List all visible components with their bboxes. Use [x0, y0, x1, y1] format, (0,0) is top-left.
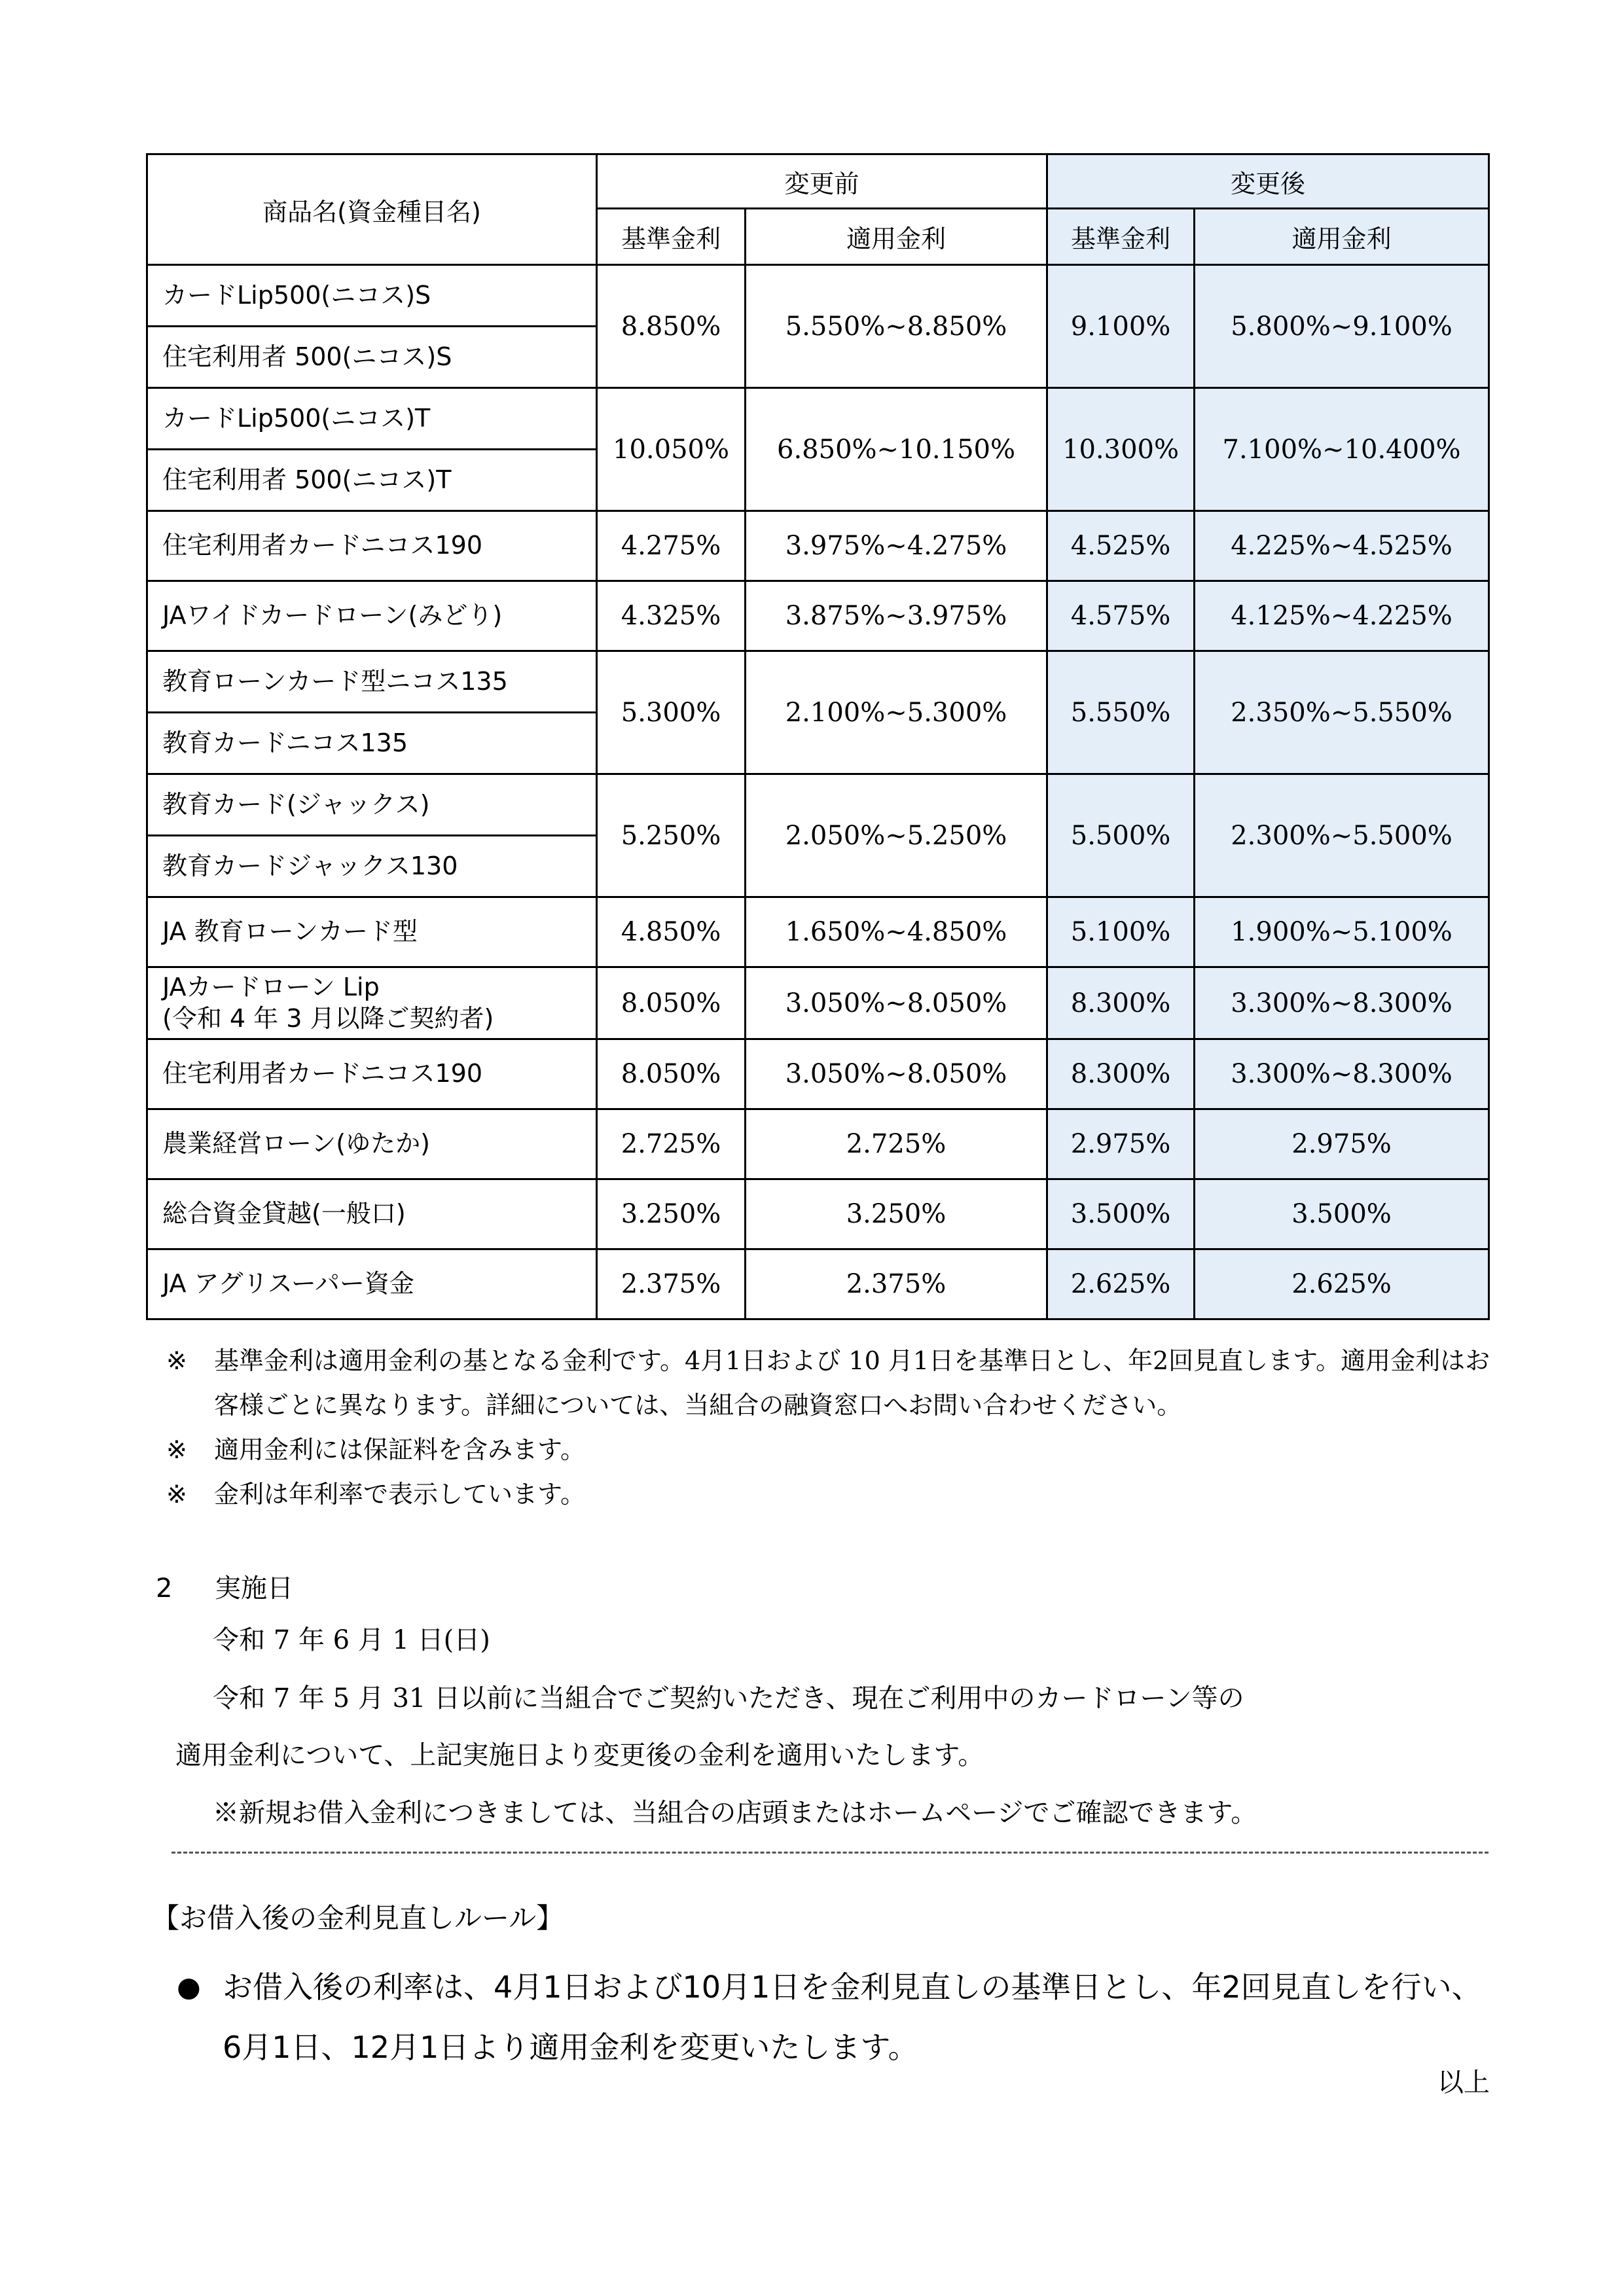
table-row	[147, 1109, 1489, 1179]
header-product: 商品名(資金種目名)	[147, 154, 597, 265]
note-mark: ※	[166, 1435, 187, 1464]
note-mark: ※	[166, 1346, 187, 1375]
before-applied-rate: 3.875%~3.975%	[746, 581, 1047, 651]
product-name: 教育ローンカード型ニコス135	[147, 651, 597, 713]
dashed-divider	[171, 1852, 1489, 1854]
before-base-rate: 5.250%	[597, 774, 746, 897]
section-2-para2: ※新規お借入金利につきましては、当組合の店頭またはホームページでご確認できます。	[213, 1798, 1257, 1828]
after-applied-rate: 5.800%~9.100%	[1195, 265, 1489, 388]
section-2-para1-line1: 令和 7 年 5 月 31 日以前に当組合でご契約いただき、現在ご利用中のカードローン等の	[213, 1683, 1244, 1713]
rate-table	[146, 153, 1490, 1320]
note-item	[166, 1427, 1494, 1472]
after-base-rate: 2.625%	[1047, 1249, 1195, 1319]
section-2-heading	[156, 1568, 293, 1605]
before-applied-rate: 3.050%~8.050%	[746, 967, 1047, 1039]
table-row	[147, 1249, 1489, 1319]
before-applied-rate: 2.725%	[746, 1109, 1047, 1179]
section-2-para1-line2: 適用金利について、上記実施日より変更後の金利を適用いたします。	[175, 1740, 984, 1770]
after-base-rate: 5.550%	[1047, 651, 1195, 774]
after-applied-rate: 2.350%~5.550%	[1195, 651, 1489, 774]
closing: 以上	[1437, 2068, 1490, 2098]
product-name: 住宅利用者 500(ニコス)S	[147, 327, 597, 388]
after-base-rate: 9.100%	[1047, 265, 1195, 388]
note-item	[166, 1338, 1494, 1427]
bullet-icon: ●	[177, 1971, 201, 2003]
product-name: JAワイドカードローン(みどり)	[147, 581, 597, 651]
after-base-rate: 8.300%	[1047, 1039, 1195, 1109]
product-name: 住宅利用者カードニコス190	[147, 1039, 597, 1109]
table-row	[147, 581, 1489, 651]
product-name: カードLip500(ニコス)S	[147, 265, 597, 327]
after-applied-rate: 2.300%~5.500%	[1195, 774, 1489, 897]
table-row	[147, 388, 1489, 450]
before-base-rate: 4.275%	[597, 511, 746, 581]
product-name: 教育カードニコス135	[147, 713, 597, 774]
before-base-rate: 10.050%	[597, 388, 746, 511]
product-name: 住宅利用者 500(ニコス)T	[147, 450, 597, 511]
after-base-rate: 3.500%	[1047, 1179, 1195, 1249]
header-after: 変更後	[1047, 154, 1489, 209]
after-base-rate: 5.500%	[1047, 774, 1195, 897]
before-base-rate: 2.725%	[597, 1109, 746, 1179]
product-name: JAカードローン Lip (令和 4 年 3 月以降ご契約者)	[147, 967, 597, 1039]
section-2-number: 2	[156, 1573, 173, 1604]
header-after-applied: 適用金利	[1195, 209, 1489, 265]
product-name: 住宅利用者カードニコス190	[147, 511, 597, 581]
before-applied-rate: 5.550%~8.850%	[746, 265, 1047, 388]
before-applied-rate: 6.850%~10.150%	[746, 388, 1047, 511]
product-name: 教育カードジャックス130	[147, 836, 597, 897]
after-base-rate: 4.525%	[1047, 511, 1195, 581]
before-applied-rate: 2.050%~5.250%	[746, 774, 1047, 897]
after-applied-rate: 2.625%	[1195, 1249, 1489, 1319]
before-base-rate: 4.850%	[597, 897, 746, 967]
table-row	[147, 774, 1489, 836]
effective-date: 令和 7 年 6 月 1 日(日)	[213, 1625, 490, 1655]
before-base-rate: 8.850%	[597, 265, 746, 388]
product-name: 教育カード(ジャックス)	[147, 774, 597, 836]
before-base-rate: 8.050%	[597, 1039, 746, 1109]
table-row	[147, 265, 1489, 327]
before-base-rate: 5.300%	[597, 651, 746, 774]
note-text: 適用金利には保証料を含みます。	[214, 1435, 585, 1464]
before-applied-rate: 2.100%~5.300%	[746, 651, 1047, 774]
after-base-rate: 10.300%	[1047, 388, 1195, 511]
rule-text: お借入後の利率は、4月1日および10月1日を金利見直しの基準日とし、年2回見直しを行い、6月1日、12月1日より適用金利を変更いたします。	[223, 1969, 1482, 2065]
after-applied-rate: 2.975%	[1195, 1109, 1489, 1179]
before-base-rate: 8.050%	[597, 967, 746, 1039]
product-name: JA 教育ローンカード型	[147, 897, 597, 967]
note-text: 金利は年利率で表示しています。	[214, 1480, 585, 1509]
note-mark: ※	[166, 1480, 187, 1509]
after-base-rate: 8.300%	[1047, 967, 1195, 1039]
after-base-rate: 5.100%	[1047, 897, 1195, 967]
before-base-rate: 3.250%	[597, 1179, 746, 1249]
notes	[166, 1338, 1494, 1516]
after-applied-rate: 4.225%~4.525%	[1195, 511, 1489, 581]
table-row	[147, 511, 1489, 581]
product-name: 総合資金貸越(一般口)	[147, 1179, 597, 1249]
after-applied-rate: 4.125%~4.225%	[1195, 581, 1489, 651]
header-before-base: 基準金利	[597, 209, 746, 265]
after-base-rate: 4.575%	[1047, 581, 1195, 651]
table-row	[147, 967, 1489, 1039]
table-row	[147, 897, 1489, 967]
table-row	[147, 1179, 1489, 1249]
header-after-base: 基準金利	[1047, 209, 1195, 265]
header-before: 変更前	[597, 154, 1047, 209]
before-applied-rate: 3.975%~4.275%	[746, 511, 1047, 581]
product-name: JA アグリスーパー資金	[147, 1249, 597, 1319]
after-applied-rate: 3.300%~8.300%	[1195, 967, 1489, 1039]
rate-table-body	[147, 265, 1489, 1319]
after-applied-rate: 3.300%~8.300%	[1195, 1039, 1489, 1109]
before-base-rate: 4.325%	[597, 581, 746, 651]
product-name: 農業経営ローン(ゆたか)	[147, 1109, 597, 1179]
note-item	[166, 1472, 1494, 1516]
after-applied-rate: 3.500%	[1195, 1179, 1489, 1249]
section-2-title: 実施日	[215, 1573, 293, 1604]
before-applied-rate: 1.650%~4.850%	[746, 897, 1047, 967]
product-name: カードLip500(ニコス)T	[147, 388, 597, 450]
header-before-applied: 適用金利	[746, 209, 1047, 265]
before-applied-rate: 2.375%	[746, 1249, 1047, 1319]
after-base-rate: 2.975%	[1047, 1109, 1195, 1179]
after-applied-rate: 7.100%~10.400%	[1195, 388, 1489, 511]
before-applied-rate: 3.250%	[746, 1179, 1047, 1249]
after-applied-rate: 1.900%~5.100%	[1195, 897, 1489, 967]
table-row	[147, 1039, 1489, 1109]
note-text: 基準金利は適用金利の基となる金利です。4月1日および 10 月1日を基準日とし、年2回見直します。適用金利はお客様ごとに異なります。詳細については、当組合の融資窓口へお問い合わせください。	[214, 1346, 1490, 1420]
rule-body	[177, 1957, 1492, 2077]
before-base-rate: 2.375%	[597, 1249, 746, 1319]
rule-title: 【お借入後の金利見直しルール】	[152, 1902, 564, 1934]
before-applied-rate: 3.050%~8.050%	[746, 1039, 1047, 1109]
table-row	[147, 651, 1489, 713]
